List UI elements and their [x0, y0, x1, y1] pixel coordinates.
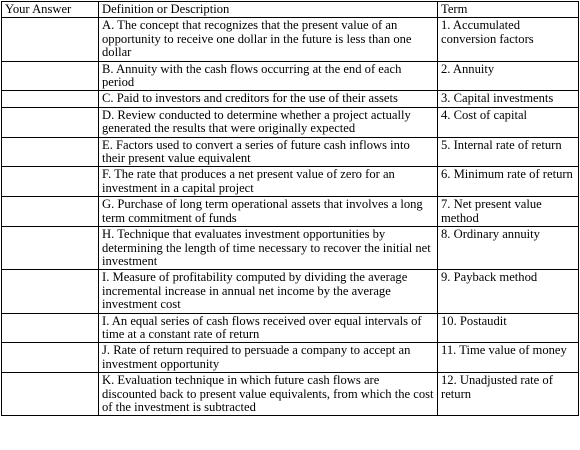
header-definition: Definition or Description [99, 2, 438, 18]
term-cell: 1. Accumulated conversion factors [438, 18, 579, 61]
definition-cell: K. Evaluation technique in which future cash flows are discounted back to present value equivalents, from which the cost of the investment is subtracted [99, 373, 438, 416]
definition-cell: I. Measure of profitability computed by dividing the average incremental increase in annual net income by the average investment cost [99, 270, 438, 313]
answer-cell[interactable] [2, 227, 99, 270]
definition-cell: H. Technique that evaluates investment opportunities by determining the length of time necessary to recover the initial net investment [99, 227, 438, 270]
definition-cell: C. Paid to investors and creditors for the use of their assets [99, 91, 438, 107]
header-term: Term [438, 2, 579, 18]
table-row [2, 373, 579, 416]
term-cell: 11. Time value of money [438, 343, 579, 373]
table-row [2, 61, 579, 91]
answer-cell[interactable] [2, 270, 99, 313]
definition-cell: F. The rate that produces a net present value of zero for an investment in a capital project [99, 167, 438, 197]
term-cell: 5. Internal rate of return [438, 137, 579, 167]
header-your-answer: Your Answer [2, 2, 99, 18]
table-row [2, 107, 579, 137]
answer-cell[interactable] [2, 197, 99, 227]
table-row [2, 167, 579, 197]
table-row [2, 197, 579, 227]
definition-cell: J. Rate of return required to persuade a company to accept an investment opportunity [99, 343, 438, 373]
term-cell: 10. Postaudit [438, 313, 579, 343]
answer-cell[interactable] [2, 373, 99, 416]
term-cell: 4. Cost of capital [438, 107, 579, 137]
term-cell: 6. Minimum rate of return [438, 167, 579, 197]
answer-cell[interactable] [2, 137, 99, 167]
table-row [2, 270, 579, 313]
matching-table [1, 1, 579, 416]
table-row [2, 91, 579, 107]
answer-cell[interactable] [2, 343, 99, 373]
table-row [2, 137, 579, 167]
answer-cell[interactable] [2, 107, 99, 137]
table-row [2, 227, 579, 270]
term-cell: 8. Ordinary annuity [438, 227, 579, 270]
matching-table-container [1, 1, 579, 416]
answer-cell[interactable] [2, 167, 99, 197]
table-row [2, 343, 579, 373]
term-cell: 7. Net present value method [438, 197, 579, 227]
table-row [2, 313, 579, 343]
term-cell: 2. Annuity [438, 61, 579, 91]
definition-cell: G. Purchase of long term operational assets that involves a long term commitment of funds [99, 197, 438, 227]
term-cell: 3. Capital investments [438, 91, 579, 107]
answer-cell[interactable] [2, 313, 99, 343]
answer-cell[interactable] [2, 18, 99, 61]
definition-cell: D. Review conducted to determine whether a project actually generated the results that were originally expected [99, 107, 438, 137]
definition-cell: I. An equal series of cash flows received over equal intervals of time at a constant rate of return [99, 313, 438, 343]
term-cell: 9. Payback method [438, 270, 579, 313]
answer-cell[interactable] [2, 91, 99, 107]
definition-cell: E. Factors used to convert a series of future cash inflows into their present value equivalent [99, 137, 438, 167]
header-row [2, 2, 579, 18]
term-cell: 12. Unadjusted rate of return [438, 373, 579, 416]
definition-cell: A. The concept that recognizes that the present value of an opportunity to receive one dollar in the future is less than one dollar [99, 18, 438, 61]
definition-cell: B. Annuity with the cash flows occurring at the end of each period [99, 61, 438, 91]
table-row [2, 18, 579, 61]
answer-cell[interactable] [2, 61, 99, 91]
